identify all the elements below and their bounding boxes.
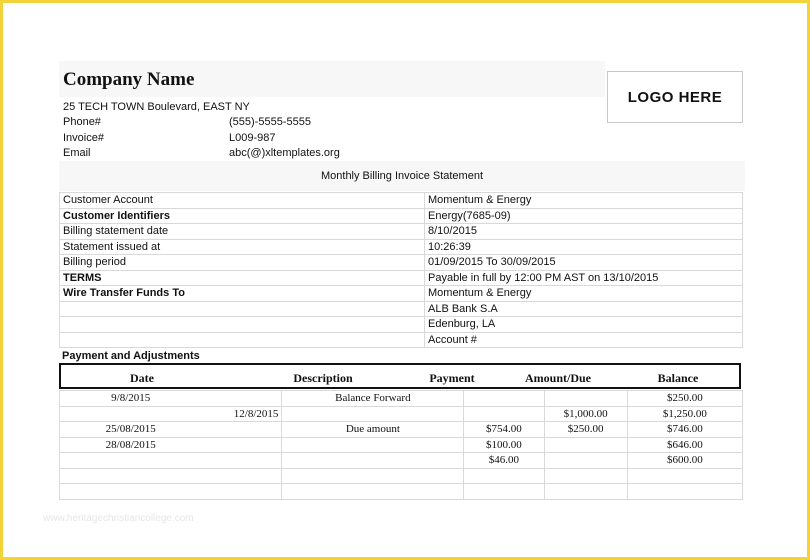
detail-label: [60, 317, 425, 333]
invoice-label: Invoice#: [63, 132, 104, 144]
detail-label: [60, 301, 425, 317]
header-amount-due: Amount/Due: [524, 371, 591, 385]
table-row: [60, 468, 743, 484]
detail-label: Customer Identifiers: [60, 208, 425, 224]
detail-label: Billing period: [60, 255, 425, 271]
detail-label: Statement issued at: [60, 239, 425, 255]
detail-label: TERMS: [60, 270, 425, 286]
phone-label: Phone#: [63, 116, 101, 128]
email-value: abc(@)xltemplates.org: [229, 147, 340, 159]
detail-row: [60, 208, 743, 224]
detail-row: [60, 193, 743, 209]
cell-description: [282, 453, 464, 469]
cell-description: [282, 468, 464, 484]
cell-date: 9/8/2015: [60, 391, 282, 407]
detail-value: Edenburg, LA: [425, 317, 743, 333]
header-payment: Payment: [429, 371, 475, 385]
detail-row: [60, 224, 743, 240]
cell-payment: $754.00: [464, 422, 544, 438]
detail-label: Billing statement date: [60, 224, 425, 240]
cell-amount: [544, 437, 627, 453]
statement-title: Monthly Billing Invoice Statement: [59, 161, 745, 191]
detail-value: Energy(7685-09): [425, 208, 743, 224]
table-row: [60, 437, 743, 453]
header-balance: Balance: [657, 371, 699, 385]
cell-balance: $746.00: [627, 422, 742, 438]
cell-description: [282, 437, 464, 453]
cell-description: [282, 406, 464, 422]
company-address: 25 TECH TOWN Boulevard, EAST NY: [63, 101, 250, 113]
watermark-text: www.heritagechristiancollege.com: [43, 513, 194, 524]
cell-amount: [544, 391, 627, 407]
cell-date: [60, 453, 282, 469]
cell-balance: $1,250.00: [627, 406, 742, 422]
phone-value: (555)-5555-5555: [229, 116, 311, 128]
cell-balance: [627, 468, 742, 484]
table-row: [60, 453, 743, 469]
detail-value: Payable in full by 12:00 PM AST on 13/10/2015: [425, 270, 743, 286]
detail-row: [60, 332, 743, 348]
header-date: Date: [130, 371, 154, 385]
table-row: [60, 391, 743, 407]
cell-date: 28/08/2015: [60, 437, 282, 453]
detail-label: [60, 332, 425, 348]
detail-value: 10:26:39: [425, 239, 743, 255]
table-row: [60, 422, 743, 438]
payment-table: [59, 390, 743, 500]
detail-value: Momentum & Energy: [425, 286, 743, 302]
header-description: Description: [293, 371, 353, 385]
cell-payment: [464, 468, 544, 484]
detail-label: Wire Transfer Funds To: [60, 286, 425, 302]
cell-amount: $1,000.00: [544, 406, 627, 422]
detail-row: [60, 301, 743, 317]
invoice-value: L009-987: [229, 132, 276, 144]
payment-section-title: Payment and Adjustments: [62, 350, 200, 362]
detail-value: Account #: [425, 332, 743, 348]
cell-balance: [627, 484, 742, 500]
cell-description: Balance Forward: [282, 391, 464, 407]
email-label: Email: [63, 147, 91, 159]
company-name: Company Name: [63, 69, 195, 90]
cell-amount: [544, 453, 627, 469]
table-row: [60, 484, 743, 500]
detail-value: ALB Bank S.A: [425, 301, 743, 317]
cell-description: Due amount: [282, 422, 464, 438]
logo-placeholder: LOGO HERE: [607, 71, 743, 123]
cell-payment: $46.00: [464, 453, 544, 469]
cell-amount: [544, 468, 627, 484]
detail-row: [60, 255, 743, 271]
detail-row: [60, 317, 743, 333]
cell-balance: $646.00: [627, 437, 742, 453]
detail-label: Customer Account: [60, 193, 425, 209]
cell-balance: $600.00: [627, 453, 742, 469]
cell-date: 25/08/2015: [60, 422, 282, 438]
payment-table-header: [59, 363, 741, 389]
cell-payment: $100.00: [464, 437, 544, 453]
detail-value: Momentum & Energy: [425, 193, 743, 209]
cell-payment: [464, 484, 544, 500]
detail-value: 8/10/2015: [425, 224, 743, 240]
table-row: [60, 406, 743, 422]
cell-description: [282, 484, 464, 500]
detail-value: 01/09/2015 To 30/09/2015: [425, 255, 743, 271]
cell-payment: [464, 391, 544, 407]
cell-date: 12/8/2015: [60, 406, 282, 422]
cell-amount: $250.00: [544, 422, 627, 438]
invoice-sheet: [3, 3, 807, 557]
detail-row: [60, 239, 743, 255]
cell-date: [60, 484, 282, 500]
company-header: [59, 61, 605, 97]
billing-details-table: [59, 192, 743, 348]
cell-payment: [464, 406, 544, 422]
cell-balance: $250.00: [627, 391, 742, 407]
detail-row: [60, 270, 743, 286]
cell-amount: [544, 484, 627, 500]
detail-row: [60, 286, 743, 302]
cell-date: [60, 468, 282, 484]
